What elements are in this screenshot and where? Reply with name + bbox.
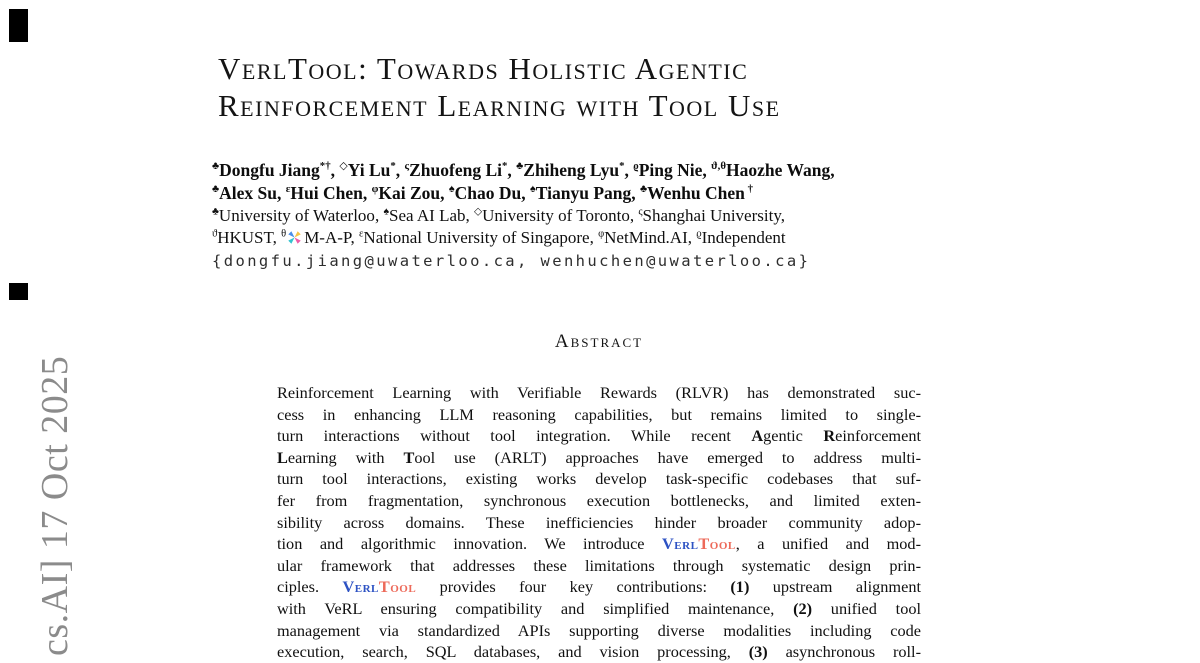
affiliation-row: $^ϑ$HKUST, $^\theta$ M-A-P, $^\varepsilon$National University of Singapore, $^\varphi$NetMind.AI, $^ϱ$Independent (212, 228, 786, 247)
abstract-segment: L (277, 447, 288, 467)
author-name: Alex Su (219, 182, 277, 203)
abstract-segment: (3) (748, 642, 768, 662)
abstract-segment: ular framework that addresses these limitations through systematic design prin- (277, 555, 921, 575)
abstract-segment: Tool (378, 577, 417, 597)
affiliation-superscript: ε (358, 228, 364, 240)
affiliation-superscript: ◇ (474, 206, 483, 218)
author-row: ♣Dongfu Jiang*†, ◇Yi Lu*, $^\varsigma$Zhuofeng Li*, ♣Zhiheng Lyu*, $^ϱ$Ping Nie, $^{ϑ,\theta}$Haozhe Wang, (212, 160, 835, 180)
abstract-line (277, 447, 921, 469)
abstract-segment: sibility across domains. These inefficiencies hinder broader community adop- (277, 512, 921, 532)
author-superscript: ϑ,θ (711, 160, 727, 173)
author-superscript: ς (404, 160, 410, 173)
author-superscript: † (744, 182, 754, 195)
author-name: Hui Chen (290, 182, 363, 203)
author-superscript: φ (371, 182, 379, 195)
author-name: Dongfu Jiang (219, 160, 320, 180)
abstract-segment: unified tool (812, 598, 921, 618)
author-superscript: * (390, 160, 396, 173)
affiliation-name: University of Waterloo (218, 206, 375, 225)
abstract-segment: provides four key contributions: (416, 577, 731, 597)
abstract-line (277, 620, 921, 642)
abstract-line (277, 425, 921, 447)
author-superscript: ♣ (212, 160, 220, 173)
abstract-segment: Reinforcement Learning with Verifiable Rewards (RLVR) has demonstrated suc- (277, 383, 921, 402)
edge-artifact-mid (9, 283, 28, 300)
abstract-segment: upstream alignment (749, 577, 921, 597)
affiliation-name: HKUST (217, 228, 273, 247)
affiliation-list (212, 205, 786, 249)
affiliation-superscript: ♣ (212, 206, 219, 218)
abstract-heading: Abstract (554, 331, 644, 352)
abstract-segment: turn tool interactions, existing works develop task-specific codebases that suf- (277, 469, 921, 489)
affiliation-name: M-A-P (304, 228, 351, 247)
author-row: ♣Alex Su, $^\varepsilon$Hui Chen, $^\varphi$Kai Zou, ♠Chao Du, ♠Tianyu Pang, ♣Wenhu Chen † (212, 182, 754, 203)
abstract-segment: execution, search, SQL databases, and vision processing, (277, 642, 749, 662)
edge-artifact-top (9, 9, 28, 42)
affiliation-name: National University of Singapore (363, 228, 590, 247)
abstract-line (277, 533, 921, 555)
abstract-line (277, 404, 921, 426)
author-name: Zhuofeng Li (409, 160, 502, 180)
abstract-segment: (2) (793, 598, 813, 618)
abstract-segment: Verl (662, 534, 699, 554)
author-superscript: ♣ (516, 160, 524, 173)
author-superscript: ♠ (530, 182, 536, 195)
affiliation-superscript: ϑ (212, 228, 218, 240)
affiliation-superscript: ς (638, 206, 643, 218)
author-superscript: ♣ (212, 182, 220, 195)
abstract-segment: (1) (730, 577, 750, 597)
affiliation-superscript: φ (598, 228, 605, 240)
author-name: Wenhu Chen (647, 182, 745, 203)
abstract-segment: turn interactions without tool integration. While recent (277, 426, 752, 446)
abstract-line (277, 512, 921, 534)
contact-emails: {dongfu.jiang@uwaterloo.ca, wenhuchen@uwaterloo.ca} (212, 252, 811, 270)
abstract-segment: tion and algorithmic innovation. We introduce (277, 534, 663, 554)
abstract-segment: cess in enhancing LLM reasoning capabilities, but remains limited to single- (277, 404, 921, 424)
author-name: Tianyu Pang (535, 182, 632, 203)
abstract-segment: fer from fragmentation, synchronous execution bottlenecks, and limited exten- (277, 490, 921, 510)
affiliation-superscript: ♠ (383, 206, 390, 218)
author-name: Kai Zou (378, 182, 441, 203)
author-name: Haozhe Wang (726, 160, 831, 180)
author-superscript: ε (285, 182, 291, 195)
abstract-line (277, 382, 921, 404)
author-superscript: ♣ (640, 182, 648, 195)
paper-title (218, 50, 781, 124)
affiliation-row: ♣University of Waterloo, ♠Sea AI Lab, ◇University of Toronto, $^\varsigma$Shanghai University, (212, 206, 785, 225)
abstract-line (277, 555, 921, 577)
map-logo-icon (287, 230, 302, 245)
title-line-1: VerlTool: Towards Holistic Agentic (218, 51, 749, 86)
affiliation-name: University of Toronto (482, 206, 630, 225)
abstract-segment: einforcement (835, 426, 921, 446)
arxiv-stamp: cs.AI] 17 Oct 2025 (34, 355, 76, 656)
author-superscript: ϱ (633, 160, 639, 173)
abstract-segment: A (751, 426, 764, 446)
affiliation-name: NetMind.AI (604, 228, 688, 247)
abstract-text (277, 382, 921, 663)
abstract-line (277, 576, 921, 598)
abstract-segment: ciples. (277, 577, 343, 597)
abstract-segment: , a unified and mod- (735, 534, 921, 554)
abstract-segment: Verl (342, 577, 379, 597)
abstract-segment: gentic (763, 426, 824, 446)
abstract-segment: R (823, 426, 836, 446)
affiliation-superscript: θ (281, 228, 287, 240)
abstract-segment: Tool (698, 534, 736, 554)
abstract-line (277, 468, 921, 490)
abstract-segment: ool use (ARLT) approaches have emerged to address multi- (414, 447, 921, 467)
author-name: Chao Du (454, 182, 522, 203)
abstract-segment: T (403, 447, 415, 467)
author-superscript: ◇ (339, 160, 348, 173)
affiliation-superscript: ϱ (696, 228, 702, 240)
affiliation-name: Sea AI Lab (389, 206, 466, 225)
author-name: Yi Lu (347, 160, 391, 180)
abstract-segment: management via standardized APIs supporting diverse modalities including code (277, 620, 921, 640)
abstract-segment: asynchronous roll- (767, 642, 922, 662)
abstract-line (277, 641, 921, 663)
author-superscript: * (619, 160, 625, 173)
author-name: Ping Nie (638, 160, 703, 180)
abstract-line (277, 598, 921, 620)
author-superscript: * (501, 160, 508, 173)
abstract-line (277, 490, 921, 512)
author-list (212, 159, 835, 204)
affiliation-name: Independent (701, 228, 786, 247)
title-line-2: Reinforcement Learning with Tool Use (218, 88, 781, 123)
author-superscript: ♠ (448, 182, 455, 195)
author-superscript: *† (319, 160, 331, 173)
author-name: Zhiheng Lyu (523, 160, 620, 180)
abstract-segment: earning with (287, 447, 404, 467)
abstract-segment: with VeRL ensuring compatibility and simplified maintenance, (277, 598, 794, 618)
affiliation-name: Shanghai University (642, 206, 781, 225)
